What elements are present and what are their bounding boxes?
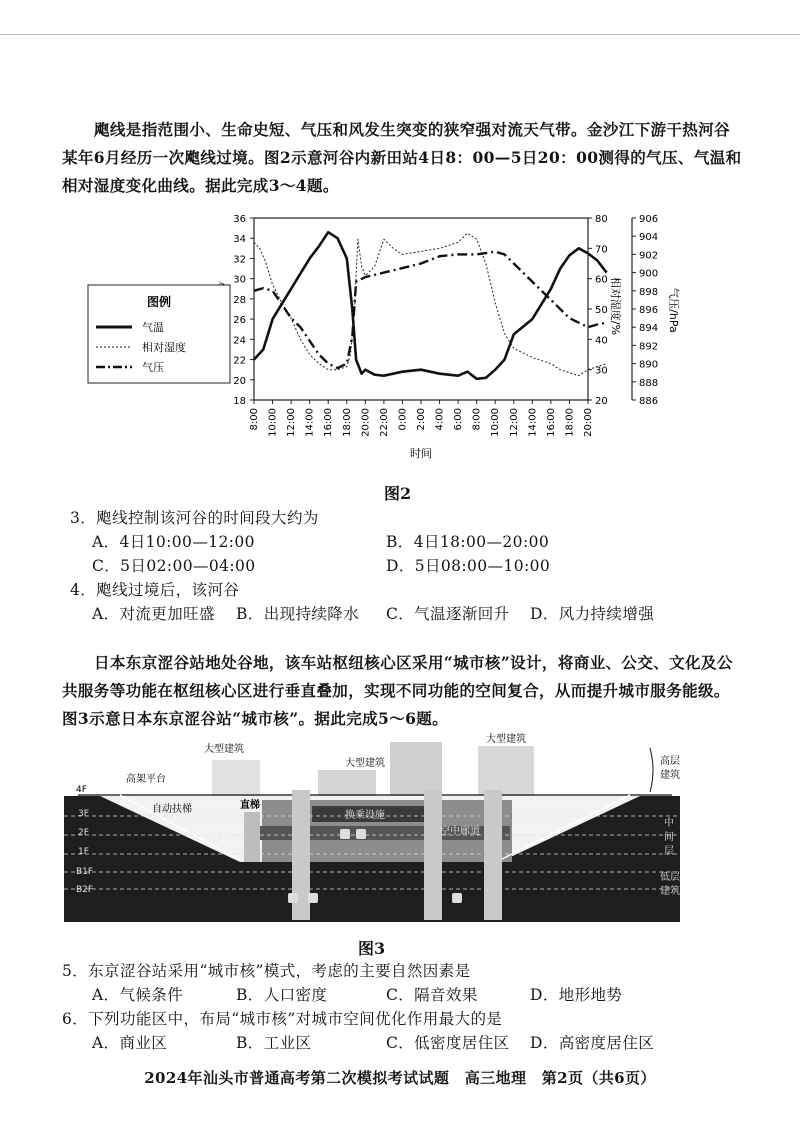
q3-option-b: B．4日18:00—20:00: [386, 533, 550, 551]
x-tick-label: 20:00: [360, 408, 372, 437]
legend-humidity: 相对湿度: [142, 341, 186, 354]
y-left-tick-label: 20: [233, 375, 246, 387]
q4-option-b: B．出现持续降水: [236, 605, 360, 623]
q5-stem: 5．东京涩谷站采用“城市核”模式，考虑的主要自然因素是: [62, 962, 471, 980]
label-mid-layer-2: 间: [664, 832, 674, 843]
label-floor-2f: 2F: [78, 828, 89, 838]
label-floor-1f: 1F: [78, 847, 89, 857]
y-right2-tick-label: 900: [639, 268, 659, 280]
building-left-shape: [212, 760, 260, 796]
y-right1-tick-label: 30: [595, 365, 608, 377]
y-left-tick-label: 28: [233, 294, 246, 306]
shaft-2: [424, 790, 442, 920]
x-tick-label: 6:00: [453, 408, 465, 431]
q4-option-c: C．气温逐渐回升: [386, 605, 510, 623]
x-tick-label: 16:00: [323, 408, 335, 437]
figure-3-diagram: [0, 728, 800, 938]
q6-option-b: B．工业区: [236, 1034, 312, 1052]
q5-option-d: D．地形地势: [530, 986, 623, 1004]
page-footer: 2024年汕头市普通高考第二次模拟考试试题 高三地理 第2页（共6页）: [144, 1069, 656, 1087]
label-mid-layer-1: 中: [664, 818, 674, 829]
x-tick-label: 18:00: [564, 408, 576, 437]
label-escalator: 自动扶梯: [152, 804, 192, 815]
x-tick-label: 14:00: [527, 408, 539, 437]
label-elevator: 直梯: [240, 800, 260, 811]
y-right2-tick-label: 902: [639, 250, 659, 262]
building-mid-shape-1: [318, 770, 376, 798]
legend: [88, 285, 230, 383]
y-right2-tick-label: 896: [639, 305, 659, 316]
elevator-shaft-left: [244, 812, 260, 862]
x-axis-label: 时间: [410, 447, 432, 460]
q6-stem: 6．下列功能区中，布局“城市核”对城市空间优化作用最大的是: [62, 1010, 503, 1028]
series-temperature-line: [254, 232, 607, 379]
label-floor-4f: 4F: [76, 785, 87, 795]
q5-option-b: B．人口密度: [236, 986, 328, 1004]
label-floor-3f: 3F: [78, 809, 89, 819]
label-skyway: 空中廊道: [440, 826, 480, 837]
label-low-layer-1: 低层: [660, 872, 680, 883]
y-left-tick-label: 30: [233, 274, 246, 286]
y-right1-tick-label: 20: [595, 396, 608, 407]
q4-option-d: D．风力持续增强: [530, 605, 655, 623]
q3-option-c: C．5日02:00—04:00: [92, 557, 256, 575]
y-right2-tick-label: 904: [639, 232, 659, 244]
x-tick-label: 18:00: [341, 408, 353, 437]
y-left-tick-label: 24: [233, 335, 246, 347]
q6-option-a: A．商业区: [92, 1034, 168, 1052]
legend-pressure: 气压: [142, 361, 164, 374]
y-right1-tick-label: 50: [595, 305, 608, 316]
y-left-tick-label: 18: [233, 396, 246, 407]
q6-option-c: C．低密度居住区: [386, 1034, 510, 1052]
x-tick-label: 12:00: [508, 408, 520, 437]
x-tick-label: 12:00: [286, 408, 298, 437]
y-right2-tick-label: 906: [639, 214, 659, 225]
x-tick-label: 8:00: [471, 408, 483, 431]
q5-option-a: A．气候条件: [92, 986, 184, 1004]
y-right2-tick-label: 886: [639, 396, 659, 407]
intro-paragraph-2: 日本东京涩谷站地处谷地，该车站枢纽核心区采用“城市核”设计，将商业、公交、文化及公共服务等功能在枢纽核心区进行垂直叠加，实现不同功能的空间复合，从而提升城市服务能级。图3示意日本东京涩谷站“城市核”。据此完成5～6题。: [62, 653, 733, 728]
label-transit-facility: 换乘设施: [345, 810, 385, 821]
label-mid-layer-3: 层: [664, 846, 674, 857]
label-building-left: 大型建筑: [204, 744, 244, 755]
figure-2-label: 图2: [384, 484, 412, 503]
y-right1-tick-label: 40: [595, 335, 608, 347]
intro-paragraph-1: 飑线是指范围小、生命史短、气压和风发生突变的狭窄强对流天气带。金沙江下游干热河谷某年6月经历一次飑线过境。图2示意河谷内新田站4日8：00—5日20：00测得的气压、气温和相对湿度变化曲线。据此完成3～4题。: [62, 120, 742, 195]
high-rise-bracket: [650, 748, 653, 792]
series-humidity-line: [254, 233, 607, 376]
x-tick-label: 16:00: [545, 408, 557, 437]
x-tick-label: 10:00: [267, 408, 279, 437]
label-building-right: 大型建筑: [486, 734, 526, 745]
right1-axis-label: 相对湿度/%: [609, 276, 622, 336]
y-right1-tick-label: 70: [595, 244, 608, 256]
y-left-tick-label: 26: [233, 315, 246, 327]
x-tick-label: 22:00: [378, 408, 390, 437]
x-tick-label: 2:00: [416, 408, 427, 431]
q3-option-a: A．4日10:00—12:00: [92, 533, 255, 551]
q3-stem: 3．飑线控制该河谷的时间段大约为: [70, 509, 319, 527]
label-low-layer-2: 建筑: [660, 886, 680, 897]
y-left-tick-label: 22: [233, 355, 246, 367]
q4-stem: 4．飑线过境后，该河谷: [70, 581, 240, 599]
label-high-rise-1: 高层: [660, 756, 680, 767]
legend-title: 图例: [146, 295, 172, 309]
q4-option-a: A．对流更加旺盛: [92, 605, 215, 623]
figure-3-label: 图3: [358, 939, 386, 958]
y-right1-tick-label: 80: [595, 214, 608, 225]
top-rule: [0, 34, 800, 35]
x-tick-label: 8:00: [249, 408, 260, 431]
y-left-tick-label: 32: [233, 254, 246, 266]
label-building-mid: 大型建筑: [345, 758, 385, 769]
y-right2-tick-label: 898: [639, 286, 659, 298]
y-left-tick-label: 36: [233, 214, 246, 225]
building-mid-shape-2: [390, 742, 442, 798]
q6-option-d: D．高密度居住区: [530, 1034, 655, 1052]
y-right2-tick-label: 888: [639, 377, 659, 389]
x-tick-label: 4:00: [434, 408, 446, 431]
label-elevated-platform: 高架平台: [126, 774, 166, 785]
legend-temp: 气温: [142, 321, 164, 334]
q3-option-d: D．5日08:00—10:00: [386, 557, 551, 575]
y-left-tick-label: 34: [233, 234, 246, 246]
label-high-rise-2: 建筑: [660, 770, 680, 781]
y-right1-tick-label: 60: [595, 274, 608, 286]
shaft-3: [484, 790, 502, 920]
y-right2-tick-label: 894: [639, 323, 659, 335]
label-floor-b1f: B1F: [76, 867, 94, 877]
x-tick-label: 0:00: [397, 408, 409, 431]
x-tick-label: 20:00: [583, 408, 594, 437]
x-tick-label: 10:00: [490, 408, 502, 437]
x-tick-label: 14:00: [304, 408, 316, 437]
label-floor-b2f: B2F: [76, 885, 94, 895]
y-right2-tick-label: 890: [639, 359, 659, 371]
y-right2-tick-label: 892: [639, 341, 659, 353]
right2-axis-label: 气压/hPa: [667, 287, 680, 333]
q5-option-c: C．隔音效果: [386, 986, 478, 1004]
